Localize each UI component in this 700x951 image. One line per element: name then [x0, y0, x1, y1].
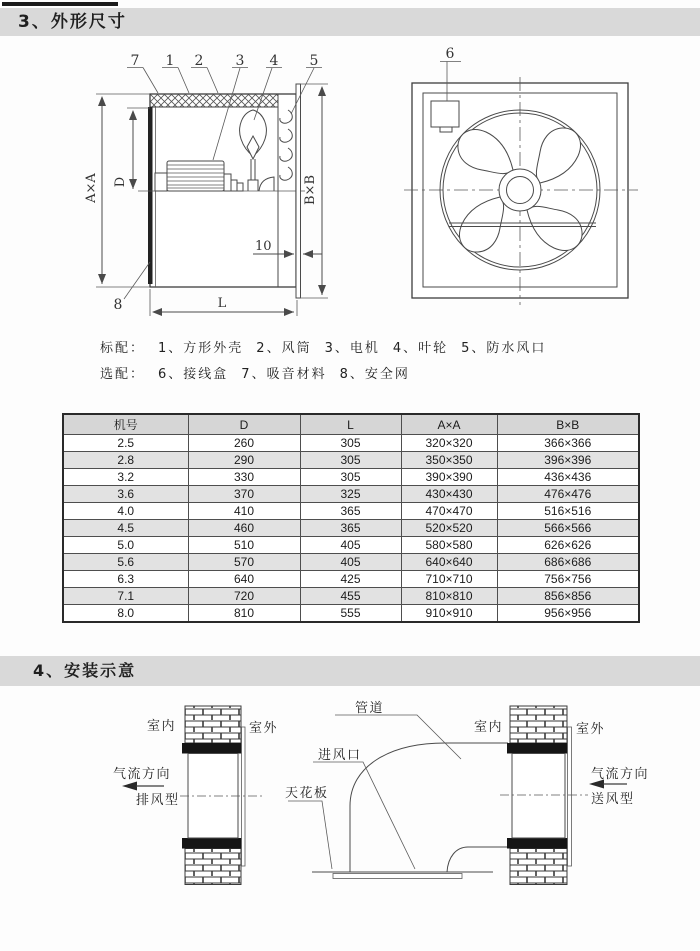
- table-cell: 476×476: [497, 486, 639, 503]
- callout-5: 5: [309, 53, 319, 69]
- section3-title: 3、外形尺寸: [18, 12, 127, 32]
- mount-band: [507, 838, 571, 849]
- dim-label-AxA: A×A: [84, 173, 99, 203]
- legend-item: 6、接线盒: [158, 367, 229, 382]
- mount-band: [182, 838, 245, 849]
- dim-L: [150, 289, 297, 316]
- table-row: [63, 486, 639, 503]
- dim-BxB: [300, 84, 328, 298]
- dim-label-L: L: [217, 296, 227, 311]
- exhaust-type-label: 排风型: [136, 793, 180, 808]
- table-cell: 720: [188, 588, 300, 605]
- table-cell: 8.0: [63, 605, 188, 623]
- table-cell: 396×396: [497, 452, 639, 469]
- exhaust-diagram: [113, 706, 278, 885]
- mount-band: [507, 743, 571, 754]
- side-view-drawing: [84, 53, 328, 316]
- airflow-label: 气流方向: [591, 767, 650, 782]
- outdoor-label: 室外: [576, 722, 606, 737]
- wall-bricks: [185, 849, 241, 885]
- duct-label: 管道: [355, 701, 385, 716]
- table-cell: 305: [300, 469, 401, 486]
- indoor-label: 室内: [474, 720, 504, 735]
- table-cell: 430×430: [401, 486, 497, 503]
- table-cell: 4.0: [63, 503, 188, 520]
- table-row: [63, 452, 639, 469]
- front-view-drawing: [404, 46, 638, 305]
- table-cell: 3.2: [63, 469, 188, 486]
- table-cell: 4.5: [63, 520, 188, 537]
- junction-box: [431, 101, 459, 127]
- size-table-body: [63, 435, 639, 623]
- legend-item: 2、风筒: [256, 341, 312, 356]
- table-cell: 710×710: [401, 571, 497, 588]
- dim-label-D: D: [113, 176, 128, 188]
- dim-AxA: [84, 94, 150, 287]
- callout-4: 4: [269, 53, 279, 69]
- table-cell: 555: [300, 605, 401, 623]
- table-cell: 686×686: [497, 554, 639, 571]
- size-table-wrap: [62, 413, 640, 623]
- table-cell: 436×436: [497, 469, 639, 486]
- table-cell: 856×856: [497, 588, 639, 605]
- table-cell: 330: [188, 469, 300, 486]
- table-cell: 520×520: [401, 520, 497, 537]
- table-cell: 2.5: [63, 435, 188, 452]
- supply-diagram: [474, 706, 649, 885]
- table-cell: 810×810: [401, 588, 497, 605]
- table-cell: 405: [300, 554, 401, 571]
- wall-bricks: [185, 706, 241, 743]
- table-cell: 425: [300, 571, 401, 588]
- table-cell: 365: [300, 520, 401, 537]
- table-row: [63, 537, 639, 554]
- mount-band: [182, 743, 245, 754]
- table-cell: 470×470: [401, 503, 497, 520]
- supply-type-label: 送风型: [591, 792, 635, 807]
- legend-item: 7、吸音材料: [241, 367, 327, 382]
- dim-label-10: 10: [255, 239, 272, 254]
- callout-6: 6: [445, 46, 455, 62]
- table-cell: 640: [188, 571, 300, 588]
- table-cell: 516×516: [497, 503, 639, 520]
- table-row: [63, 554, 639, 571]
- inlet-label: 进风口: [318, 748, 362, 763]
- duct-outer-wall: [350, 743, 508, 872]
- table-cell: 260: [188, 435, 300, 452]
- table-row: [63, 520, 639, 537]
- table-row: [63, 571, 639, 588]
- col-header-BxB: B×B: [497, 414, 639, 435]
- table-cell: 510: [188, 537, 300, 554]
- table-cell: 366×366: [497, 435, 639, 452]
- table-cell: 405: [300, 537, 401, 554]
- outlet-flange: [296, 84, 301, 298]
- col-header-model: 机号: [63, 414, 188, 435]
- table-cell: 810: [188, 605, 300, 623]
- table-cell: 570: [188, 554, 300, 571]
- dim-D: [113, 108, 150, 189]
- callout-7: 7: [130, 53, 140, 69]
- table-row: [63, 503, 639, 520]
- wall-bricks: [510, 706, 567, 743]
- inlet-flange-plate: [333, 874, 462, 879]
- table-cell: 580×580: [401, 537, 497, 554]
- fan-body-section: [512, 754, 565, 839]
- table-row: [63, 469, 639, 486]
- legend-item: 5、防水风口: [461, 341, 547, 356]
- table-cell: 3.6: [63, 486, 188, 503]
- outdoor-label: 室外: [249, 721, 279, 736]
- outdoor-louver-panel: [242, 727, 246, 866]
- table-cell: 320×320: [401, 435, 497, 452]
- section4-header-bar: [0, 656, 700, 686]
- outline-dimension-figure: [0, 40, 700, 325]
- callout-2: 2: [194, 53, 204, 69]
- col-header-L: L: [300, 414, 401, 435]
- duct-inner-wall: [447, 847, 508, 872]
- table-cell: 410: [188, 503, 300, 520]
- table-cell: 6.3: [63, 571, 188, 588]
- table-cell: 566×566: [497, 520, 639, 537]
- airflow-label: 气流方向: [113, 767, 172, 782]
- table-cell: 455: [300, 588, 401, 605]
- table-cell: 756×756: [497, 571, 639, 588]
- table-cell: 460: [188, 520, 300, 537]
- table-cell: 956×956: [497, 605, 639, 623]
- legend-item: 4、叶轮: [392, 341, 449, 356]
- indoor-label: 室内: [147, 719, 177, 734]
- table-cell: 305: [300, 435, 401, 452]
- page-top-strip: [2, 2, 118, 6]
- ceiling-label: 天花板: [285, 786, 329, 801]
- legend-standard-line: [100, 336, 559, 362]
- table-row: [63, 605, 639, 623]
- table-cell: 910×910: [401, 605, 497, 623]
- table-header-row: [63, 414, 639, 435]
- table-cell: 626×626: [497, 537, 639, 554]
- table-cell: 5.0: [63, 537, 188, 554]
- table-cell: 7.1: [63, 588, 188, 605]
- callout-3: 3: [235, 53, 245, 69]
- table-row: [63, 435, 639, 452]
- legend-item: 8、安全网: [339, 367, 410, 382]
- table-cell: 640×640: [401, 554, 497, 571]
- installation-figure: [0, 690, 700, 925]
- table-cell: 350×350: [401, 452, 497, 469]
- col-header-D: D: [188, 414, 300, 435]
- section4-title: 4、安装示意: [33, 661, 137, 680]
- fan-body-section: [188, 754, 238, 839]
- outdoor-louver-panel: [568, 727, 572, 866]
- table-cell: 370: [188, 486, 300, 503]
- wall-bricks: [510, 849, 567, 885]
- safety-net-edge: [148, 107, 153, 284]
- table-cell: 5.6: [63, 554, 188, 571]
- size-table: [62, 413, 640, 623]
- legend-item: 1、方形外壳: [158, 341, 244, 356]
- legend-standard-label: 标配：: [100, 341, 146, 356]
- table-cell: 2.8: [63, 452, 188, 469]
- table-cell: 390×390: [401, 469, 497, 486]
- table-row: [63, 588, 639, 605]
- legend: [100, 336, 559, 388]
- legend-optional-line: [100, 362, 559, 388]
- table-cell: 365: [300, 503, 401, 520]
- dim-label-BxB: B×B: [303, 175, 318, 205]
- table-cell: 325: [300, 486, 401, 503]
- legend-optional-label: 选配：: [100, 367, 146, 382]
- callout-1: 1: [165, 53, 175, 69]
- col-header-AxA: A×A: [401, 414, 497, 435]
- airflow-arrow: [122, 782, 137, 791]
- section3-header-bar: [0, 8, 700, 36]
- table-cell: 305: [300, 452, 401, 469]
- table-cell: 290: [188, 452, 300, 469]
- callout-8: 8: [113, 297, 123, 313]
- legend-item: 3、电机: [324, 341, 380, 356]
